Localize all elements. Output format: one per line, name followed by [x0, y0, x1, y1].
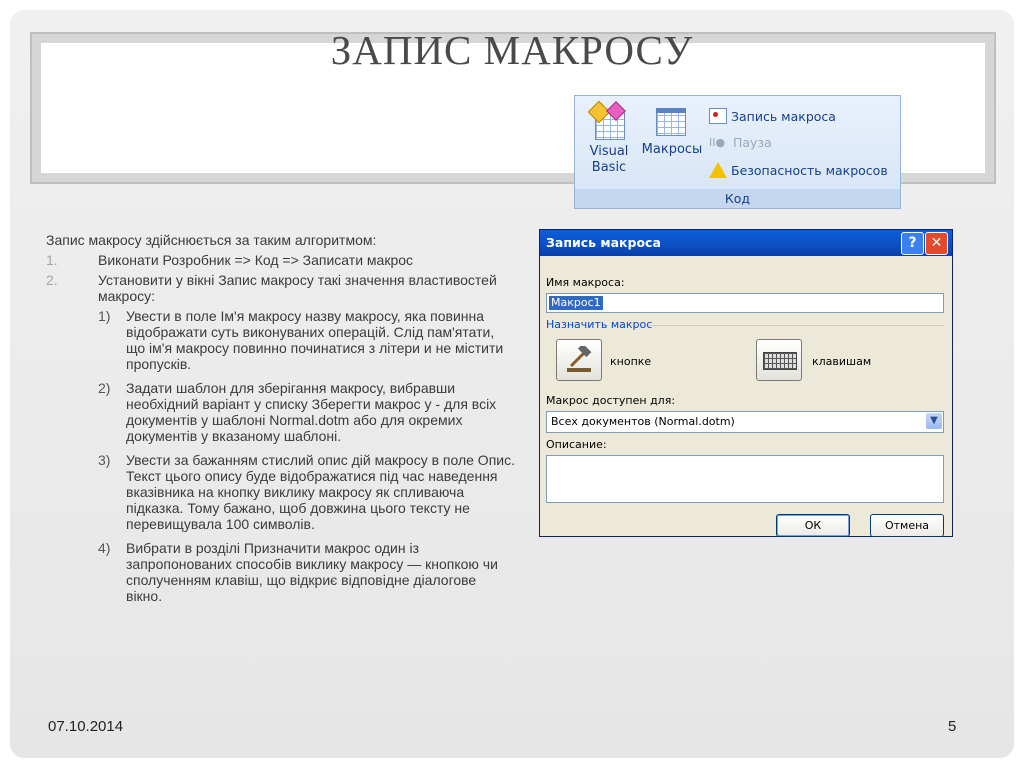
pause-label: Пауза — [733, 135, 772, 150]
sub-list-item — [98, 452, 516, 532]
slide-date: 07.10.2014 — [48, 718, 124, 735]
assign-keyboard-option[interactable] — [756, 339, 802, 381]
list-number: 1. — [46, 252, 58, 268]
assign-macro-label: Назначить макрос — [546, 318, 653, 331]
assign-divider — [648, 325, 944, 326]
close-button[interactable]: ✕ — [925, 232, 948, 255]
sub-list-number: 1) — [98, 308, 111, 324]
keyboard-icon — [763, 352, 797, 370]
sub-list-item — [98, 380, 516, 444]
store-macro-label: Макрос доступен для: — [546, 394, 676, 407]
assign-button-option[interactable] — [556, 339, 602, 381]
list-text: Установити у вікні Запис макросу такі значення властивостей макросу: — [98, 272, 497, 304]
store-macro-select[interactable] — [546, 411, 944, 433]
description-label: Описание: — [546, 438, 607, 451]
visual-basic-label: Visual Basic — [589, 144, 629, 175]
button-option-label: кнопке — [610, 355, 652, 368]
macro-name-value: Макрос1 — [551, 296, 601, 309]
ribbon-group-label: Код — [575, 189, 900, 208]
macro-security-button[interactable] — [709, 162, 888, 178]
list-number: 2. — [46, 272, 58, 288]
sub-list-text: Вибрати в розділі Призначити макрос один із запропонованих способів виклику макросу — кнопкою чи сполученням клавіш, що відкриє відповідне діалогове вікно. — [126, 540, 498, 604]
sub-list-text: Увести в поле Ім'я макросу назву макросу, яка повинна відображати суть виконуваних операцій. Слід пам'ятати, що ім'я макросу повинно починатися з літери и не містити пропусків. — [126, 308, 504, 372]
macro-security-label: Безопасность макросов — [731, 162, 888, 178]
sub-list-text: Задати шаблон для зберігання макросу, вибравши необхідний варіант у списку Зберегти макрос у - для всіх документів у шаблоні Normal.dotm або для окремих документів у вказаному шаблоні. — [126, 380, 497, 444]
list-item — [46, 272, 516, 304]
sub-list-text: Увести за бажанням стислий опис дій макросу в поле Опис. Текст цього опису буде відображатися під час наведення вказівника на кнопку виклику макросу як спливаюча підказка. Тому бажано, щоб довжина цього тексту не перевищувала 100 символів. — [126, 452, 515, 532]
chevron-down-icon[interactable]: ▼ — [926, 413, 942, 429]
list-item — [46, 252, 516, 268]
slide-body — [46, 232, 516, 612]
slide — [10, 10, 1014, 758]
store-macro-value: Всех документов (Normal.dotm) — [551, 415, 735, 428]
ok-button[interactable]: ОК — [776, 514, 850, 537]
dialog-title-bar — [540, 230, 952, 256]
dialog-title: Запись макроса — [546, 235, 661, 250]
help-button[interactable]: ? — [901, 232, 924, 255]
keyboard-option-label: клавишам — [812, 355, 872, 368]
macro-name-label: Имя макроса: — [546, 276, 625, 289]
pause-button[interactable] — [709, 135, 772, 150]
description-input[interactable] — [546, 455, 944, 503]
sub-list-number: 3) — [98, 452, 111, 468]
intro-text: Запис макросу здійснюється за таким алгоритмом: — [46, 232, 377, 248]
macros-label: Макросы — [641, 142, 703, 157]
record-macro-dialog — [539, 229, 953, 537]
pause-icon: II● — [709, 135, 726, 149]
record-macro-label: Запись макроса — [731, 108, 836, 124]
cancel-button[interactable]: Отмена — [870, 514, 944, 537]
ribbon-code-group — [574, 95, 901, 209]
page-number: 5 — [948, 718, 957, 735]
slide-title: ЗАПИС МАКРОСУ — [330, 27, 694, 73]
list-text: Виконати Розробник => Код => Записати макрос — [98, 252, 414, 268]
warning-icon — [709, 162, 727, 178]
record-macro-icon — [709, 108, 727, 124]
macros-icon — [656, 104, 688, 138]
macro-name-input[interactable] — [546, 293, 944, 313]
record-macro-button[interactable] — [709, 108, 836, 124]
sub-list-number: 2) — [98, 380, 111, 396]
sub-list-item — [98, 540, 516, 604]
sub-list-item — [98, 308, 516, 372]
sub-list-number: 4) — [98, 540, 111, 556]
visual-basic-icon — [591, 104, 627, 140]
visual-basic-button[interactable] — [585, 104, 633, 176]
hammer-icon — [565, 346, 593, 374]
macros-button[interactable] — [641, 104, 703, 158]
